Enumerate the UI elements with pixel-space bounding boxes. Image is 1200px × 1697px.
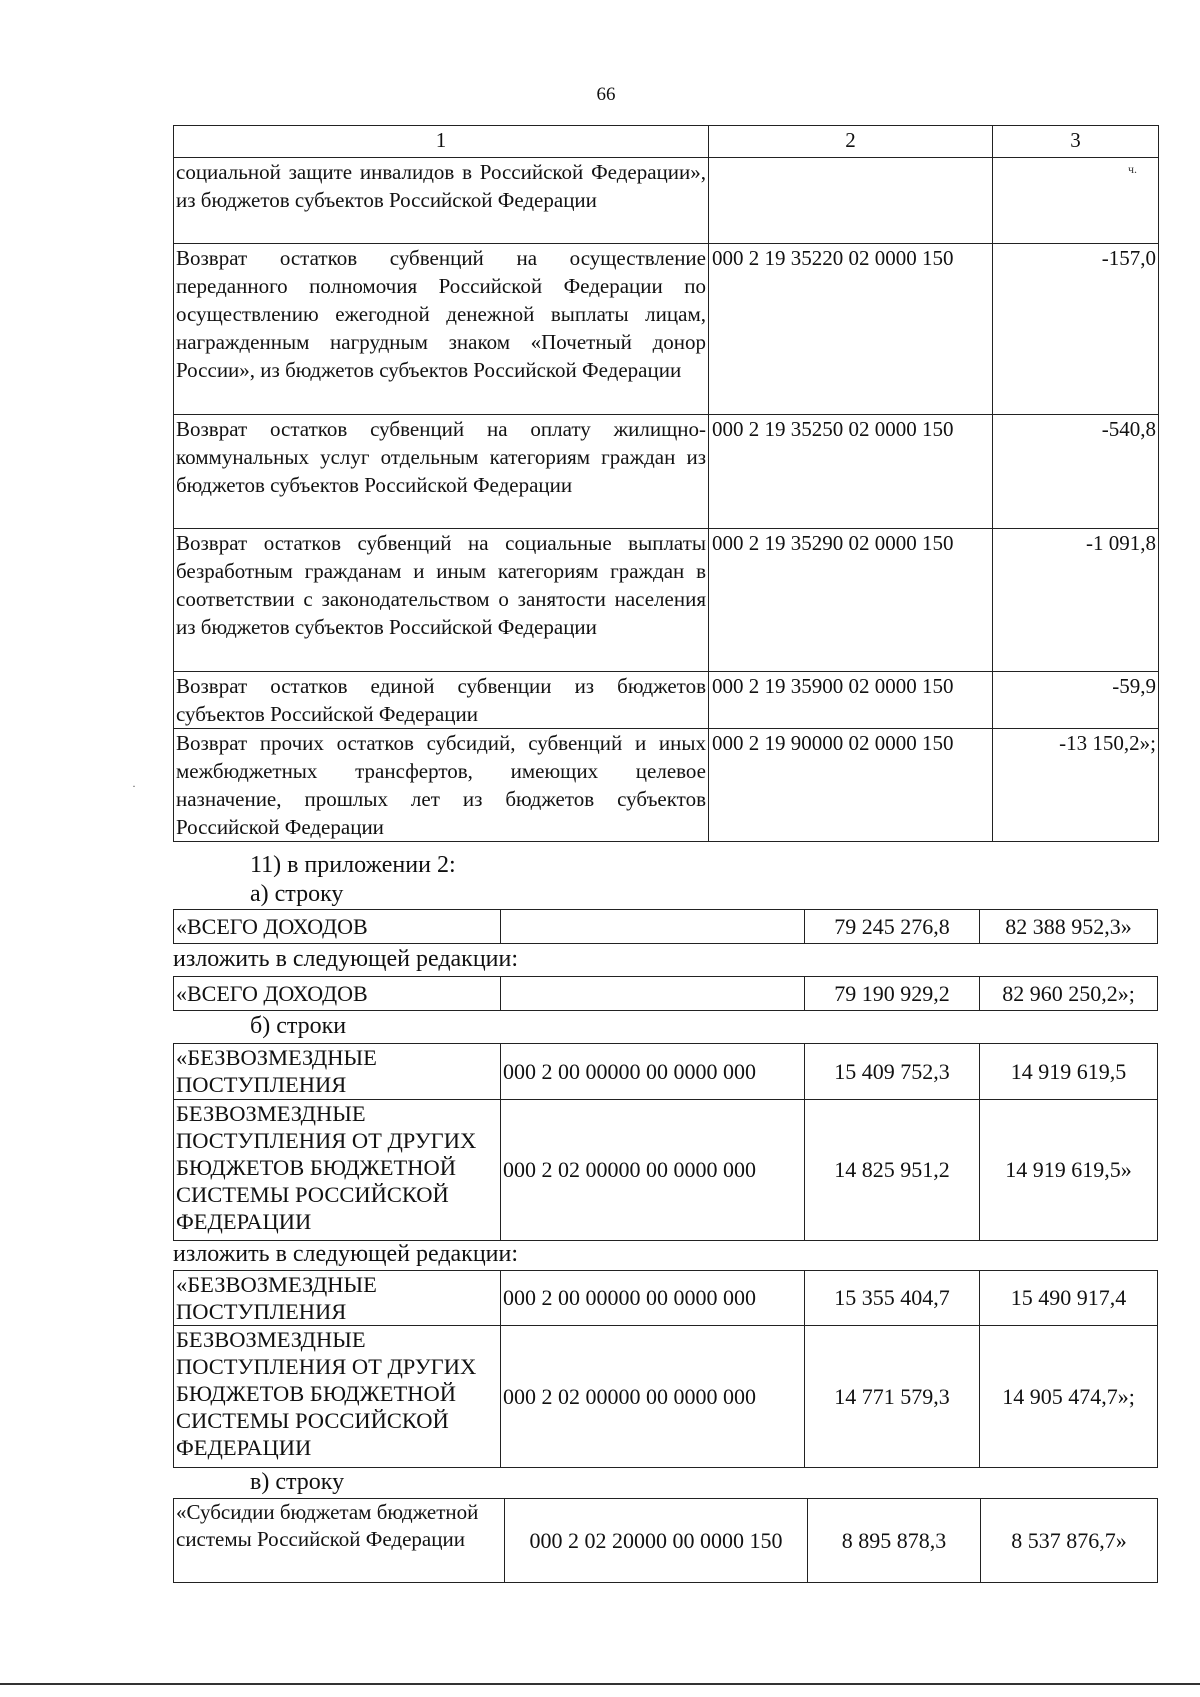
income-returns-table [173, 125, 1159, 842]
row-name: БЕЗВОЗМЕЗДНЫЕ ПОСТУПЛЕНИЯ ОТ ДРУГИХ БЮДЖЕТОВ БЮДЖЕТНОЙ СИСТЕМЫ РОССИЙСКОЙ ФЕДЕРАЦИИ [174, 1100, 501, 1241]
row-name: Возврат остатков субвенций на оплату жилищно-коммунальных услуг отдельным категориям граждан из бюджетов субъектов Российской Федерации [174, 415, 709, 529]
row-name: Возврат остатков субвенций на осуществление переданного полномочия Российской Федерации по осуществлению ежегодной денежной выплаты лицам, награжденным нагрудным знаком «Почетный донор России», из бюджетов субъектов Российской Федерации [174, 244, 709, 415]
item-v-label: в) строку [250, 1469, 345, 1495]
table-row [174, 1044, 1158, 1100]
row-value-2: 14 919 619,5» [980, 1100, 1158, 1241]
row-code [501, 910, 805, 944]
row-value: -59,9 [993, 672, 1159, 729]
table-header-row [174, 126, 1159, 158]
row-value-2: 82 960 250,2»; [980, 977, 1158, 1011]
row-code: 000 2 00 00000 00 0000 000 [501, 1271, 805, 1326]
table-row [174, 1271, 1158, 1326]
margin-mark: · [132, 779, 136, 793]
table-row [174, 529, 1159, 672]
table-row [174, 977, 1158, 1011]
row-value-1: 14 771 579,3 [805, 1326, 980, 1468]
row-value-2: 82 388 952,3» [980, 910, 1158, 944]
row-name: «ВСЕГО ДОХОДОВ [174, 910, 501, 944]
row-value-1: 79 190 929,2 [805, 977, 980, 1011]
row-name: «Субсидии бюджетам бюджетной системы Российской Федерации [174, 1499, 505, 1583]
row-code: 000 2 02 00000 00 0000 000 [501, 1326, 805, 1468]
row-value: -157,0 [993, 244, 1159, 415]
table-row [174, 158, 1159, 244]
column-header: 2 [709, 126, 993, 158]
row-value [993, 158, 1159, 244]
row-name: «ВСЕГО ДОХОДОВ [174, 977, 501, 1011]
row-code: 000 2 19 35290 02 0000 150 [709, 529, 993, 672]
item-b-label: б) строки [250, 1013, 347, 1039]
table-row [174, 910, 1158, 944]
table-row [174, 415, 1159, 529]
table-row [174, 1499, 1158, 1583]
column-header: 1 [174, 126, 709, 158]
row-value-1: 14 825 951,2 [805, 1100, 980, 1241]
row-code [709, 158, 993, 244]
scan-mark: ч. [1128, 162, 1138, 176]
free-receipts-new-table [173, 1270, 1158, 1468]
row-name: социальной защите инвалидов в Российской Федерации», из бюджетов субъектов Российской Федерации [174, 158, 709, 244]
row-code: 000 2 02 00000 00 0000 000 [501, 1100, 805, 1241]
row-name: Возврат остатков единой субвенции из бюджетов субъектов Российской Федерации [174, 672, 709, 729]
row-value-2: 14 919 619,5 [980, 1044, 1158, 1100]
row-code: 000 2 02 20000 00 0000 150 [505, 1499, 808, 1583]
table-row [174, 672, 1159, 729]
row-value: -540,8 [993, 415, 1159, 529]
row-value-1: 15 355 404,7 [805, 1271, 980, 1326]
row-value-2: 15 490 917,4 [980, 1271, 1158, 1326]
row-value-1: 79 245 276,8 [805, 910, 980, 944]
row-value-1: 8 895 878,3 [808, 1499, 981, 1583]
row-value-2: 8 537 876,7» [981, 1499, 1158, 1583]
row-code: 000 2 19 35250 02 0000 150 [709, 415, 993, 529]
row-code: 000 2 19 35220 02 0000 150 [709, 244, 993, 415]
total-income-new-table [173, 976, 1158, 1011]
table-row [174, 1326, 1158, 1468]
page-edge-rule [0, 1683, 1200, 1685]
free-receipts-old-table [173, 1043, 1158, 1241]
total-income-old-table [173, 909, 1158, 944]
page-number: 66 [596, 84, 616, 105]
table-row [174, 1100, 1158, 1241]
row-name: «БЕЗВОЗМЕЗДНЫЕ ПОСТУПЛЕНИЯ [174, 1044, 501, 1100]
section-heading: 11) в приложении 2: [250, 852, 456, 878]
row-value: -13 150,2»; [993, 729, 1159, 842]
table-row [174, 244, 1159, 415]
restate-label: изложить в следующей редакции: [173, 946, 519, 972]
row-code [501, 977, 805, 1011]
column-header: 3 [993, 126, 1159, 158]
row-name: Возврат прочих остатков субсидий, субвенций и иных межбюджетных трансфертов, имеющих целевое назначение, прошлых лет из бюджетов субъектов Российской Федерации [174, 729, 709, 842]
row-name: БЕЗВОЗМЕЗДНЫЕ ПОСТУПЛЕНИЯ ОТ ДРУГИХ БЮДЖЕТОВ БЮДЖЕТНОЙ СИСТЕМЫ РОССИЙСКОЙ ФЕДЕРАЦИИ [174, 1326, 501, 1468]
row-value-1: 15 409 752,3 [805, 1044, 980, 1100]
subsidies-old-table [173, 1498, 1158, 1583]
row-value: -1 091,8 [993, 529, 1159, 672]
table-row [174, 729, 1159, 842]
row-name: «БЕЗВОЗМЕЗДНЫЕ ПОСТУПЛЕНИЯ [174, 1271, 501, 1326]
restate-label: изложить в следующей редакции: [173, 1241, 519, 1267]
row-code: 000 2 19 90000 02 0000 150 [709, 729, 993, 842]
row-name: Возврат остатков субвенций на социальные выплаты безработным гражданам и иным категориям граждан в соответствии с законодательством о занятости населения из бюджетов субъектов Российской Федерации [174, 529, 709, 672]
row-value-2: 14 905 474,7»; [980, 1326, 1158, 1468]
row-code: 000 2 00 00000 00 0000 000 [501, 1044, 805, 1100]
item-a-label: а) строку [250, 881, 344, 907]
row-code: 000 2 19 35900 02 0000 150 [709, 672, 993, 729]
